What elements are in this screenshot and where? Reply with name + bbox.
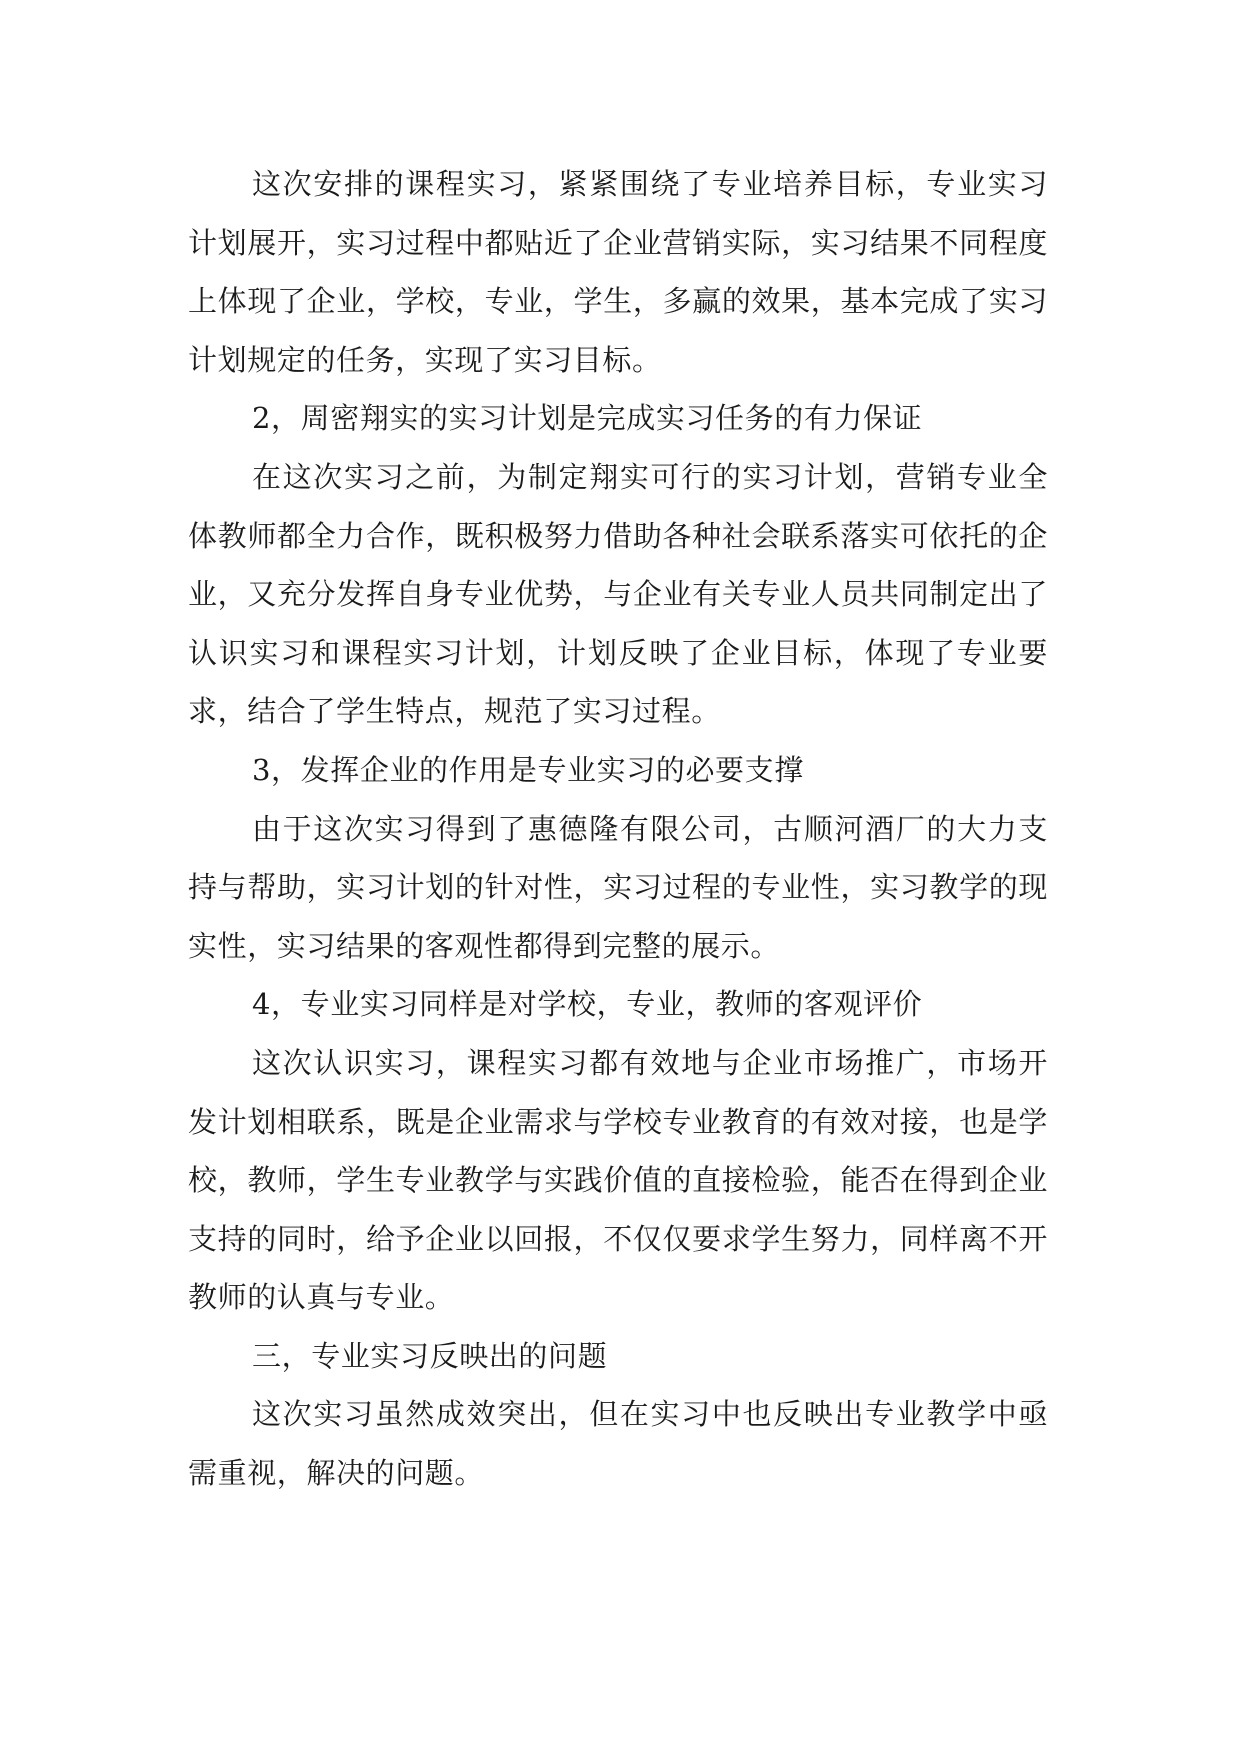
paragraph-practice-summary: 这次安排的课程实习，紧紧围绕了专业培养目标，专业实习计划展开，实习过程中都贴近了企业营销实际，实习结果不同程度上体现了企业，学校，专业，学生，多赢的效果，基本完成了实习计划规定的任务，实现了实习目标。 (188, 167, 1048, 377)
heading-plan-guarantee: 2，周密翔实的实习计划是完成实习任务的有力保证 (252, 401, 923, 436)
paragraph-problems-intro: 这次实习虽然成效突出，但在实习中也反映出专业教学中亟需重视，解决的问题。 (188, 1397, 1048, 1491)
paragraph-evaluation-details: 这次认识实习，课程实习都有效地与企业市场推广，市场开发计划相联系，既是企业需求与学校专业教育的有效对接，也是学校，教师，学生专业教学与实践价值的直接检验，能否在得到企业支持的同时，给予企业以回报，不仅仅要求学生努力，同样离不开教师的认真与专业。 (188, 1045, 1048, 1315)
heading-evaluation: 4，专业实习同样是对学校，专业，教师的客观评价 (252, 987, 923, 1022)
paragraph-plan-details: 在这次实习之前，为制定翔实可行的实习计划，营销专业全体教师都全力合作，既积极努力借助各种社会联系落实可依托的企业，又充分发挥自身专业优势，与企业有关专业人员共同制定出了认识实习和课程实习计划，计划反映了企业目标，体现了专业要求，结合了学生特点，规范了实习过程。 (188, 459, 1048, 729)
heading-enterprise-role: 3，发挥企业的作用是专业实习的必要支撑 (252, 752, 804, 787)
paragraph-enterprise-support: 由于这次实习得到了惠德隆有限公司，古顺河酒厂的大力支持与帮助，实习计划的针对性，实习过程的专业性，实习教学的现实性，实习结果的客观性都得到完整的展示。 (188, 811, 1048, 963)
document-body (188, 155, 1048, 1503)
heading-problems: 三，专业实习反映出的问题 (252, 1338, 608, 1373)
